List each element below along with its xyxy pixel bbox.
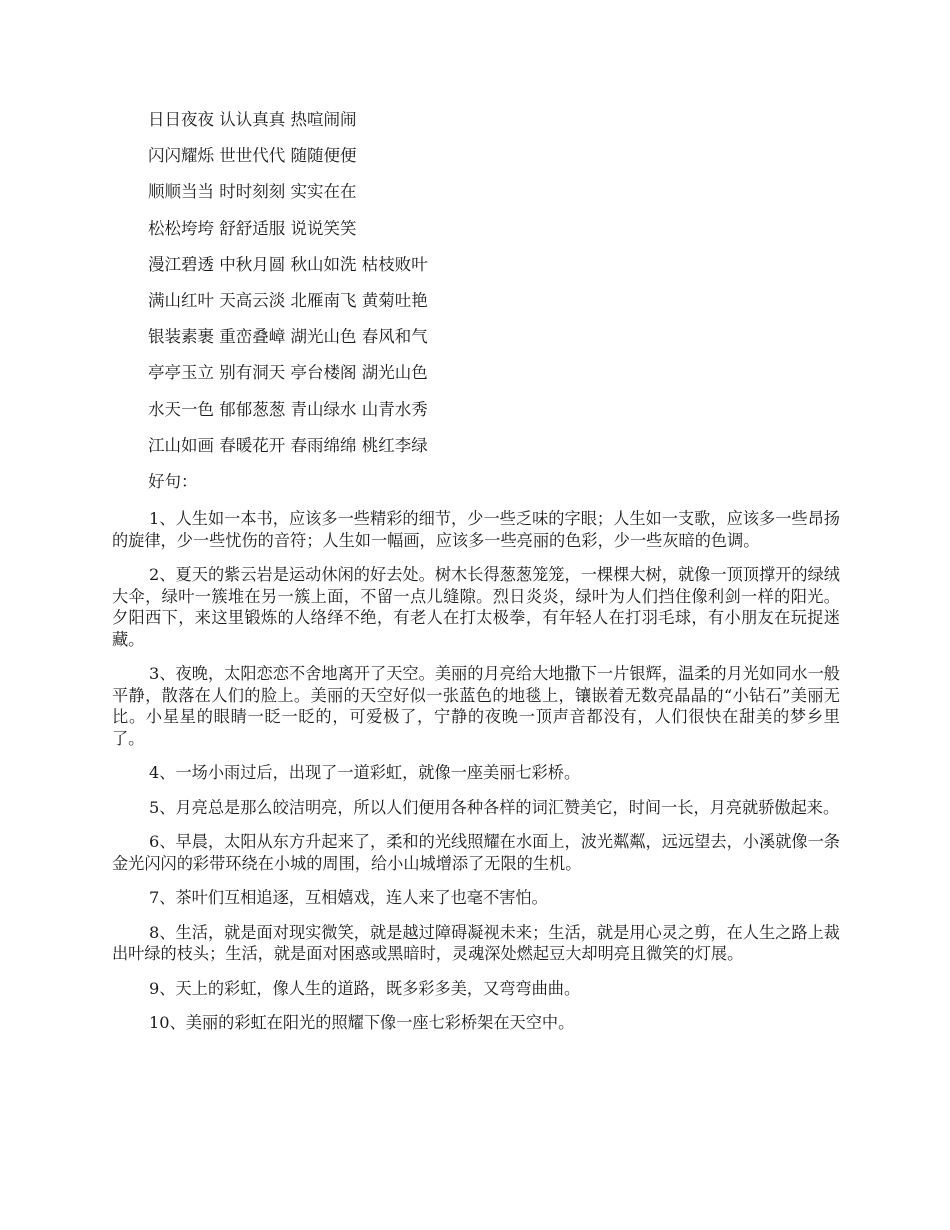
sentence-paragraph: 1、人生如一本书，应该多一些精彩的细节，少一些乏味的字眼；人生如一支歌，应该多一些昂扬的旋律，少一些忧伤的音符；人生如一幅画，应该多一些亮丽的色彩，少一些灰暗的色调。 — [112, 509, 840, 550]
sentence-paragraph: 6、早晨，太阳从东方升起来了，柔和的光线照耀在水面上，波光粼粼，远远望去，小溪就像一条金光闪闪的彩带环绕在小城的周围，给小山城增添了无限的生机。 — [112, 832, 840, 873]
sentence-paragraph: 8、生活，就是面对现实微笑，就是越过障碍凝视未来；生活，就是用心灵之剪，在人生之路上裁出叶绿的枝头；生活，就是面对困惑或黑暗时，灵魂深处燃起豆大却明亮且微笑的灯展。 — [112, 922, 840, 963]
word-line: 江山如画 春暖花开 春雨绵绵 桃红李绿 — [148, 435, 428, 455]
section-heading: 好句： — [148, 471, 198, 491]
word-line: 水天一色 郁郁葱葱 青山绿水 山青水秀 — [148, 399, 428, 419]
word-line: 松松垮垮 舒舒适服 说说笑笑 — [148, 218, 357, 238]
word-line: 亭亭玉立 别有洞天 亭台楼阁 湖光山色 — [148, 363, 428, 383]
sentence-paragraph: 7、茶叶们互相追逐，互相嬉戏，连人来了也毫不害怕。 — [149, 888, 548, 907]
word-line: 顺顺当当 时时刻刻 实实在在 — [148, 182, 357, 202]
sentence-paragraph: 5、月亮总是那么皎洁明亮，所以人们便用各种各样的词汇赞美它，时间一长，月亮就骄傲起来。 — [149, 797, 840, 817]
word-line: 满山红叶 天高云淡 北雁南飞 黄菊吐艳 — [148, 290, 428, 310]
word-line: 日日夜夜 认认真真 热喧闹闹 — [148, 110, 357, 129]
word-list — [148, 110, 428, 492]
sentence-paragraph: 4、一场小雨过后，出现了一道彩虹，就像一座美丽七彩桥。 — [149, 763, 581, 782]
sentence-paragraph: 3、夜晚，太阳恋恋不舍地离开了天空。美丽的月亮给大地撒下一片银辉，温柔的月光如同水一般平静，散落在人们的脸上。美丽的天空好似一张蓝色的地毯上，镶嵌着无数亮晶晶的“小钻石”美丽无比。小星星的眼睛一眨一眨的，可爱极了，宁静的夜晚一顶声音都没有，人们很快在甜美的梦乡里了。 — [112, 664, 840, 748]
word-line: 银装素裹 重峦叠嶂 湖光山色 春风和气 — [148, 327, 428, 347]
sentence-paragraph: 9、天上的彩虹，像人生的道路，既多彩多美，又弯弯曲曲。 — [149, 978, 581, 998]
sentence-list — [112, 508, 840, 1047]
word-line: 漫江碧透 中秋月圆 秋山如洗 枯枝败叶 — [148, 254, 428, 274]
sentence-paragraph: 10、美丽的彩虹在阳光的照耀下像一座七彩桥架在天空中。 — [149, 1013, 575, 1032]
sentence-paragraph: 2、夏天的紫云岩是运动休闲的好去处。树木长得葱葱笼笼，一棵棵大树，就像一顶顶撑开的绿绒大伞，绿叶一簇堆在另一簇上面，不留一点儿缝隙。烈日炎炎，绿叶为人们挡住像利剑一样的阳光。夕阳西下，来这里锻炼的人络绎不绝，有老人在打太极拳，有年轻人在打羽毛球，有小朋友在玩捉迷藏。 — [112, 565, 840, 649]
word-line: 闪闪耀烁 世世代代 随随便便 — [148, 146, 357, 166]
